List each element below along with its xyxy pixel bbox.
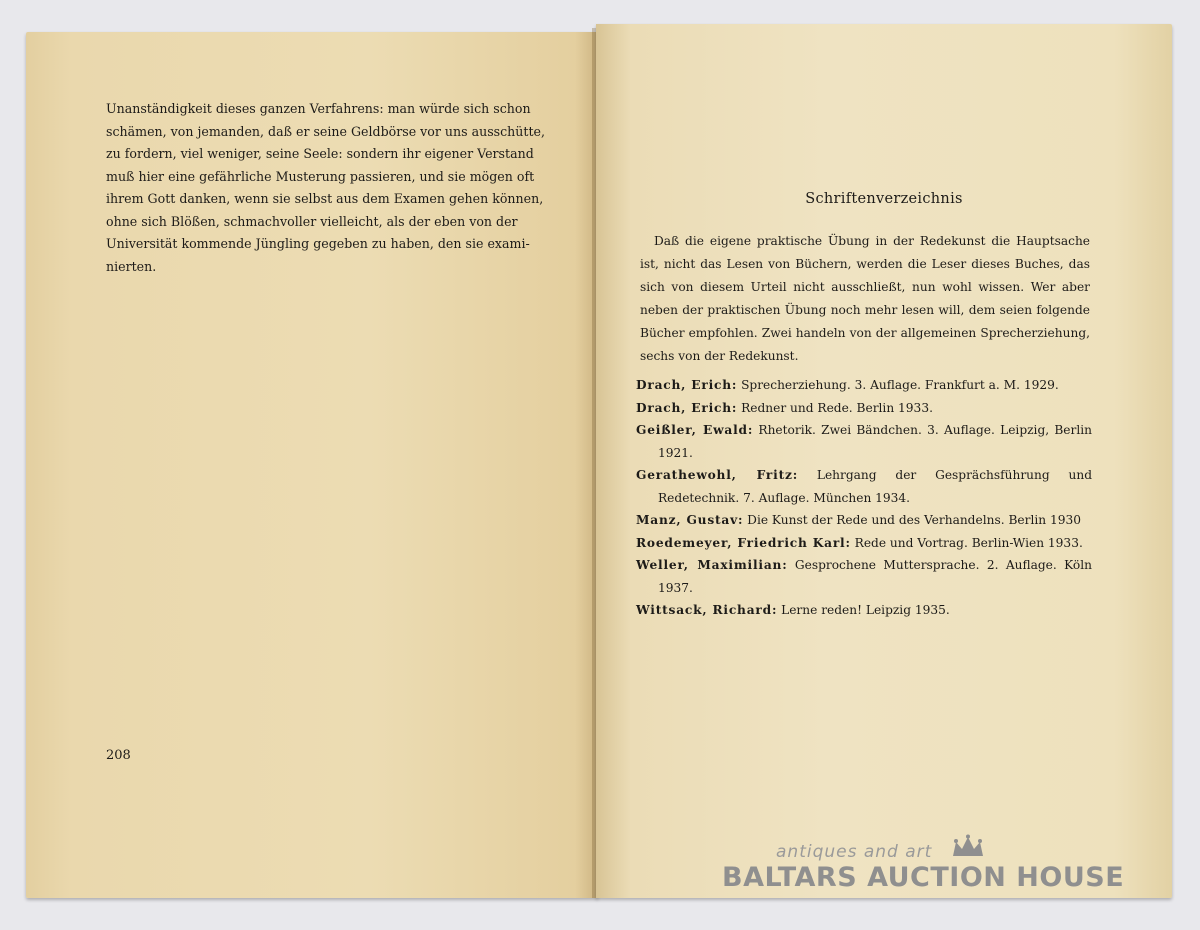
watermark-name: BALTARS AUCTION HOUSE <box>722 862 1125 893</box>
section-title: Schriftenverzeichnis <box>805 191 963 207</box>
intro-paragraph: Daß die eigene praktische Übung in der Redekunst die Hauptsache ist, nicht das Lesen von Büchern, werden die Leser dieses Buches, das sich von diesem Urteil nicht ausschließt, nun wohl wissen. Wer aber neben der praktischen Übung noch mehr lesen will, dem seien folgende Bücher empfohlen. Zwei handeln von der allgemeinen Sprecherziehung, sechs von der Redekunst. <box>640 234 1090 363</box>
reference-author: Weller, Maximilian: <box>636 558 788 572</box>
reference-entry <box>636 464 1092 509</box>
reference-work: Lerne reden! Leipzig 1935. <box>781 603 950 617</box>
reference-entry <box>636 374 1092 397</box>
reference-work: Gesprochene Muttersprache. 2. Auflage. Köln 1937. <box>658 558 1092 595</box>
reference-work: Redner und Rede. Berlin 1933. <box>741 400 933 415</box>
text-line: muß hier eine gefährliche Musterung passieren, und sie mögen oft <box>106 168 535 184</box>
right-page <box>596 24 1172 898</box>
reference-entry <box>636 397 1092 420</box>
reference-work: Die Kunst der Rede und des Verhandelns. Berlin 1930 <box>747 513 1081 527</box>
left-page <box>26 32 598 898</box>
text-line: ohne sich Blößen, schmachvoller vielleicht, als der eben von der <box>106 213 518 229</box>
text-line: nierten. <box>106 258 157 274</box>
reference-work: Rhetorik. Zwei Bändchen. 3. Auflage. Leipzig, Berlin 1921. <box>658 423 1092 460</box>
text-line: Universität kommende Jüngling gegeben zu haben, den sie exami- <box>106 236 530 251</box>
reference-author: Geißler, Ewald: <box>636 423 754 437</box>
reference-author: Drach, Erich: <box>636 378 738 392</box>
page-number: 208 <box>106 748 131 763</box>
text-line: zu fordern, viel weniger, seine Seele: sondern ihr eigener Verstand <box>106 146 534 161</box>
watermark-tagline: antiques and art <box>776 842 933 862</box>
text-line: ihrem Gott danken, wenn sie selbst aus dem Examen gehen können, <box>106 191 544 206</box>
reference-entry <box>636 554 1092 599</box>
reference-author: Gerathewohl, Fritz: <box>636 468 799 482</box>
watermark <box>720 842 1125 902</box>
reference-work: Sprecherziehung. 3. Auflage. Frankfurt a. M. 1929. <box>741 378 1059 392</box>
text-line: schämen, von jemanden, daß er seine Geldbörse vor uns ausschütte, <box>106 123 545 139</box>
reference-author: Drach, Erich: <box>636 400 738 415</box>
reference-entry <box>636 599 1092 622</box>
reference-author: Wittsack, Richard: <box>636 603 778 617</box>
text-line: Unanständigkeit dieses ganzen Verfahrens: man würde sich schon <box>106 101 531 116</box>
left-page-text <box>106 98 581 278</box>
reference-list <box>636 374 1092 622</box>
reference-entry <box>636 532 1092 555</box>
reference-author: Manz, Gustav: <box>636 513 744 527</box>
reference-entry <box>636 419 1092 464</box>
reference-author: Roedemeyer, Friedrich Karl: <box>636 535 851 550</box>
reference-work: Lehrgang der Gesprächsführung und Redetechnik. 7. Auflage. München 1934. <box>658 468 1092 505</box>
crown-icon <box>950 834 986 860</box>
reference-entry <box>636 509 1092 532</box>
reference-work: Rede und Vortrag. Berlin-Wien 1933. <box>854 535 1083 550</box>
